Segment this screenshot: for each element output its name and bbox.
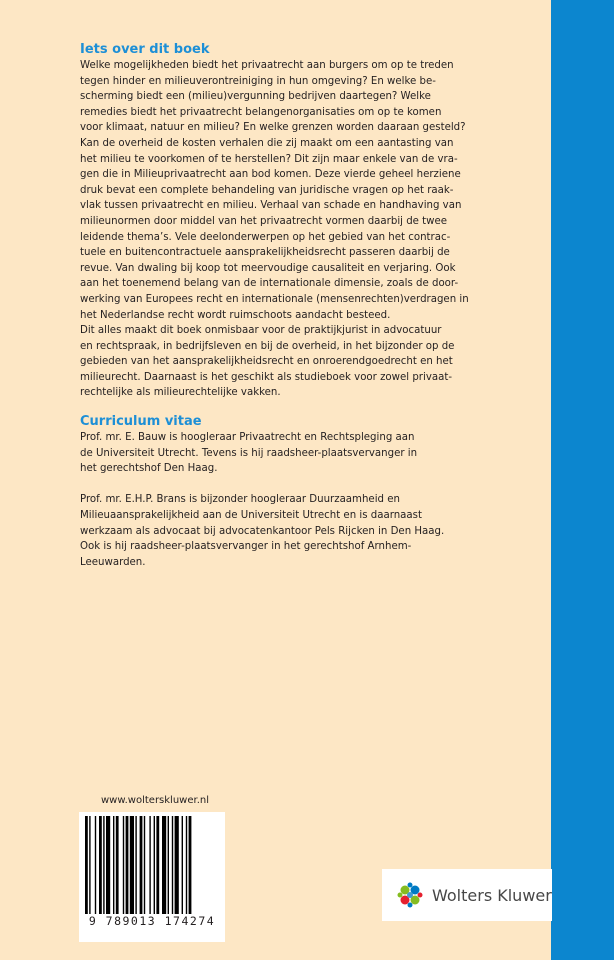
barcode-bar xyxy=(162,816,166,914)
barcode-bar xyxy=(172,816,173,914)
website-url: www.wolterskluwer.nl xyxy=(101,795,209,806)
cv-author-brans: Prof. mr. E.H.P. Brans is bijzonder hoogleraar Duurzaamheid en Milieuaansprakelijkheid aan de Universiteit Utrecht en is daarnaast werkzaam als advocaat bij advocatenkantoor Pels Rijcken in Den Haag. Ook is hij raadsheer-plaatsvervanger in het gerechtshof Arnhem- Leeuwarden. xyxy=(80,494,445,568)
barcode-bar xyxy=(99,816,102,914)
back-cover-text xyxy=(80,42,480,570)
globe-logo-icon xyxy=(396,881,424,909)
barcode-bar xyxy=(168,816,169,914)
barcode-bar xyxy=(149,816,150,914)
barcode-bar xyxy=(130,816,134,914)
barcode-bar xyxy=(182,816,183,914)
barcode-bar xyxy=(106,816,110,914)
section-heading-about: Iets over dit boek xyxy=(80,42,210,57)
barcode-bar xyxy=(126,816,129,914)
barcode-bar xyxy=(156,816,159,914)
barcode-bar xyxy=(154,816,155,914)
isbn-number: 9 789013 174274 xyxy=(88,914,216,928)
barcode-bar xyxy=(144,816,145,914)
barcode-bar xyxy=(113,816,114,914)
logo-wordmark: Wolters Kluwer xyxy=(432,885,552,905)
barcode-bar xyxy=(89,816,90,914)
barcode-bar xyxy=(135,816,136,914)
barcode-bar xyxy=(189,816,192,914)
barcode-bar xyxy=(116,816,119,914)
barcode-bar xyxy=(95,816,96,914)
barcode xyxy=(79,812,225,942)
about-paragraph: Welke mogelijkheden biedt het privaatrecht aan burgers om op te treden tegen hinder en milieuverontreiniging in hun omgeving? En welke be- scherming biedt een (milieu)vergunning bedrijven daartegen? Welke remedies biedt het privaatrecht belangenorganisaties om op te komen voor klimaat, natuur en milieu? En welke grenzen worden daaraan gesteld? Kan de overheid de kosten verhalen die zij maakt om een aantasting van het milieu te voorkomen of te herstellen? Dit zijn maar enkele van de vra- gen die in Milieuprivaatrecht aan bod komen. Deze vierde geheel herziene druk bevat een complete behandeling van juridische vragen op het raak- vlak tussen privaatrecht en milieu. Verhaal van schade en handhaving van milieunormen door middel van het privaatrecht vormen daarbij de twee leidende thema’s. Vele deelonderwerpen op het gebied van het contrac- tuele en buitencontractuele aansprakelijkheidsrecht passeren daarbij de revue. Van dwaling bij koop tot meervoudige causaliteit en verjaring. Ook aan het toenemend belang van de internationale dimensie, zoals de door- werking van Europees recht en internationale (mensenrechten)verdragen in het Nederlandse recht wordt ruimschoots aandacht besteed. Dit alles maakt dit boek onmisbaar voor de praktijkjurist in advocatuur en rechtspraak, in bedrijfsleven en bij de overheid, in het bijzonder op de gebieden van het aansprakelijkheidsrecht en onroerendgoedrecht en het milieurecht. Daarnaast is het geschikt als studieboek voor zowel privaat- rechtelijke als milieurechtelijke vakken. xyxy=(80,60,469,399)
blue-spine-band xyxy=(551,0,614,960)
barcode-bar xyxy=(140,816,143,914)
barcode-bar xyxy=(123,816,124,914)
barcode-bar xyxy=(186,816,187,914)
barcode-bar xyxy=(103,816,104,914)
section-heading-cv: Curriculum vitae xyxy=(80,414,202,430)
barcode-bars xyxy=(85,816,219,914)
wolters-kluwer-logo xyxy=(382,869,552,921)
barcode-bar xyxy=(175,816,179,914)
cv-author-bauw: Prof. mr. E. Bauw is hoogleraar Privaatrecht en Rechtspleging aan de Universiteit Utrecht. Tevens is hij raadsheer-plaatsvervanger in het gerechtshof Den Haag. xyxy=(80,432,418,475)
barcode-bar xyxy=(85,816,88,914)
